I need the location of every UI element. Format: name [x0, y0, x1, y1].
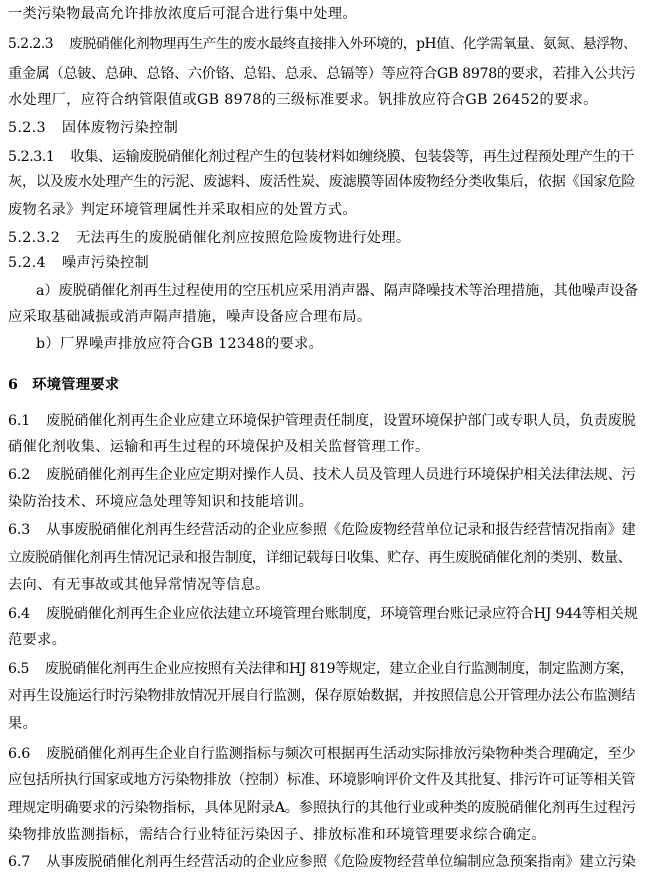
list-item-b: b）厂界噪声排放应符合GB 12348的要求。	[36, 336, 324, 352]
section-title: 噪声污染控制	[61, 255, 150, 271]
clause-text: 从事废脱硝催化剂再生经营活动的企业应参照《危险废物经营单位编制应急预案指南》建立污染	[46, 854, 636, 870]
clause-number: 6.5	[8, 661, 29, 677]
chapter-6-heading	[8, 375, 119, 395]
clause-6-1-line-2: 硝催化剂收集、运输和再生过程的环境保护及相关监督管理工作。	[8, 439, 430, 455]
clause-6-6-line-2: 应包括所执行国家或地方污染物排放（控制）标准、环境影响评价文件及其批复、排污许可证等相关管	[8, 772, 636, 788]
clause-6-5-line-3: 果。	[8, 716, 38, 732]
section-number: 5.2.3	[8, 120, 46, 136]
clause-number: 6.7	[8, 854, 31, 870]
clause-text: 废脱硝催化剂再生企业应建立环境保护管理责任制度，设置环境保护部门或专职人员，负责废脱	[46, 413, 636, 429]
section-title: 固体废物污染控制	[61, 120, 179, 136]
clause-number: 6.1	[8, 413, 31, 429]
clause-number: 6.3	[8, 522, 31, 538]
chapter-title: 环境管理要求	[32, 377, 120, 393]
section-5-2-4-heading	[8, 253, 149, 273]
clause-text: 废脱硝催化剂再生企业应按照有关法律和HJ 819等规定，建立企业自行监测制度，制定监测方案，	[44, 661, 634, 677]
clause-5-2-3-1-line-3: 废物名录》判定环境管理属性并采取相应的处置方式。	[8, 202, 357, 218]
clause-text: 废脱硝催化剂再生企业应依法建立环境管理台账制度，环境管理台账记录应符合HJ 944等相关规	[45, 606, 638, 622]
clause-5-2-2-3-line-3: 水处理厂，应符合纳管限值或GB 8978的三级标准要求。钒排放应符合GB 26452的要求。	[8, 92, 598, 108]
clause-number: 5.2.3.1	[8, 149, 55, 165]
clause-6-3-line-1	[8, 520, 636, 540]
chapter-number: 6	[8, 377, 19, 393]
clause-number: 5.2.3.2	[8, 230, 61, 246]
clause-number: 6.2	[8, 467, 31, 483]
clause-6-5-line-2: 对再生设施运行时污染物排放情况开展自行监测，保存原始数据，并按照信息公开管理办法公布监测结	[8, 688, 636, 704]
clause-text: 废脱硝催化剂再生企业自行监测指标与频次可根据再生活动实际排放污染物种类合理确定，至少	[46, 746, 636, 762]
section-5-2-3-heading	[8, 118, 178, 138]
clause-6-6-line-4: 染物排放监测指标，需结合行业特征污染因子、排放标准和环境管理要求综合确定。	[8, 827, 546, 843]
clause-number: 6.6	[8, 746, 31, 762]
clause-6-3-line-2: 立废脱硝催化剂再生情况记录和报告制度，详细记载每日收集、贮存、再生废脱硝催化剂的类别、数量、	[8, 550, 632, 566]
list-item-a-line-1: a）废脱硝催化剂再生过程使用的空压机应采用消声器、隔声降噪技术等治理措施，其他噪声设备	[36, 283, 639, 299]
clause-6-7-line-1	[8, 852, 636, 872]
clause-number: 5.2.2.3	[8, 36, 54, 52]
clause-text: 收集、运输废脱硝催化剂过程产生的包装材料如缠绕膜、包装袋等，再生过程预处理产生的干	[70, 149, 634, 165]
clause-6-5-line-1	[8, 659, 633, 679]
clause-5-2-3-2	[8, 228, 410, 248]
clause-6-1-line-1	[8, 411, 636, 431]
clause-6-4-line-2: 范要求。	[8, 632, 67, 648]
clause-6-6-line-3: 理规定明确要求的污染物指标，具体见附录A。参照执行的其他行业或种类的废脱硝催化剂再生过程污	[8, 800, 636, 816]
clause-number: 6.4	[8, 606, 30, 622]
clause-text: 从事废脱硝催化剂再生经营活动的企业应参照《危险废物经营单位记录和报告经营情况指南》建	[46, 522, 636, 538]
paragraph-continuation: 一类污染物最高允许排放浓度后可混合进行集中处理。	[8, 6, 357, 22]
clause-5-2-2-3-line-2: 重金属（总铍、总砷、总铬、六价铬、总铅、总汞、总镉等）等应符合GB 8978的要求，若排入公共污	[8, 66, 636, 82]
clause-5-2-3-1-line-1	[8, 147, 634, 167]
clause-5-2-3-1-line-2: 灰，以及废水处理产生的污泥、废滤料、废活性炭、废滤膜等固体废物经分类收集后，依据《国家危险	[8, 174, 636, 190]
list-item-a-line-2: 应采取基础减振或消声隔声措施，噪声设备应合理布局。	[8, 309, 372, 325]
clause-6-4-line-1	[8, 604, 638, 624]
section-number: 5.2.4	[8, 255, 46, 271]
clause-text: 无法再生的废脱硝催化剂应按照危险废物进行处理。	[76, 230, 411, 246]
clause-text: 废脱硝催化剂再生企业应定期对操作人员、技术人员及管理人员进行环境保护相关法律法规、污	[46, 467, 636, 483]
clause-6-3-line-3: 去向、有无事故或其他异常情况等信息。	[8, 577, 270, 593]
clause-6-2-line-1	[8, 465, 636, 485]
clause-5-2-2-3-line-1	[8, 34, 636, 54]
clause-text: 废脱硝催化剂物理再生产生的废水最终直接排入外环境的，pH值、化学需氧量、氨氮、悬浮物、	[69, 36, 637, 52]
clause-6-6-line-1	[8, 744, 636, 764]
clause-6-2-line-2: 染防治技术、环境应急处理等知识和技能培训。	[8, 494, 314, 510]
